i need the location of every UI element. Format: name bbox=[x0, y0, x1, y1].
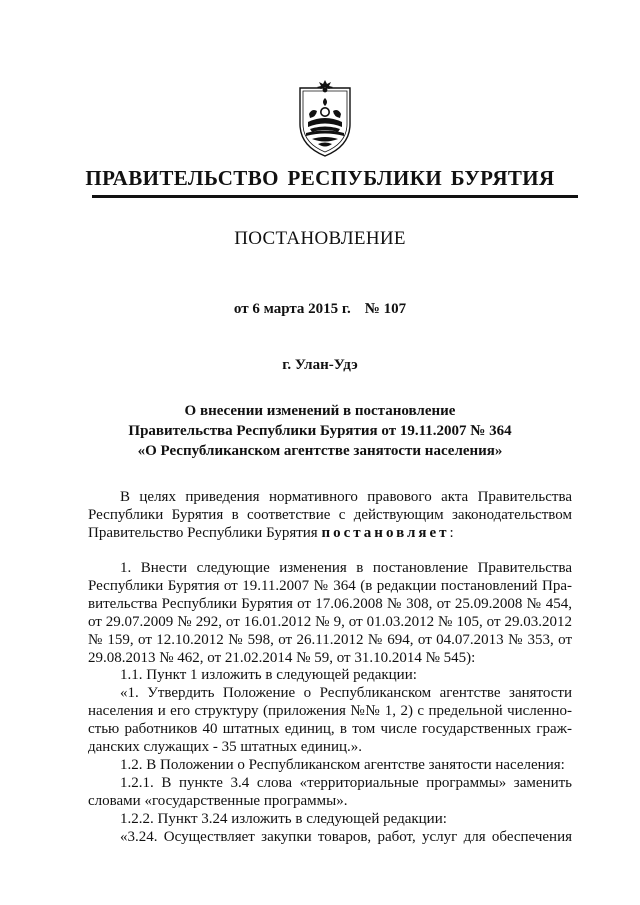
header-rule bbox=[92, 195, 578, 198]
date-number-line bbox=[0, 301, 640, 318]
text-line: В целях приведения нормативного правового акта Правительства bbox=[120, 489, 572, 505]
text-fragment: : bbox=[449, 524, 454, 541]
text-line: словами «государственные программы». bbox=[88, 792, 348, 809]
text-line bbox=[88, 525, 572, 543]
text-line: 29.08.2013 № 462, от 21.02.2014 № 59, от 31.10.2014 № 545): bbox=[88, 649, 476, 666]
preamble-paragraph bbox=[88, 489, 572, 543]
text-line: 1.2. В Положении о Республиканском агентстве занятости населения: bbox=[120, 756, 565, 773]
document-number: № 107 bbox=[364, 301, 407, 317]
text-line: Республики Бурятия от 19.11.2007 № 364 (в редакции постановлений Пра- bbox=[88, 577, 572, 594]
document-date: от 6 марта 2015 г. bbox=[233, 301, 351, 317]
text-line: населения и его структуру (приложения №№ 1, 2) с предельной численно- bbox=[88, 703, 572, 720]
document-subject bbox=[0, 401, 640, 461]
text-line: № 159, от 12.10.2012 № 598, от 26.11.2012 № 694, от 04.07.2013 № 353, от bbox=[88, 631, 572, 648]
text-fragment: Правительство Республики Бурятия bbox=[88, 524, 322, 541]
subject-line: Правительства Республики Бурятия от 19.11.2007 № 364 bbox=[128, 423, 512, 439]
text-line: «3.24. Осуществляет закупки товаров, работ, услуг для обеспечения bbox=[120, 828, 572, 845]
subject-line: О внесении изменений в постановление bbox=[184, 403, 456, 419]
document-city: г. Улан-Удэ bbox=[282, 357, 358, 373]
decree-body bbox=[88, 560, 572, 847]
text-line: Республики Бурятия в соответствие с действующим законодательством bbox=[88, 506, 572, 523]
text-line: «1. Утвердить Положение о Республиканском агентстве занятости bbox=[120, 685, 572, 702]
decree-keyword: постановляет bbox=[321, 524, 450, 541]
subject-line: «О Республиканском агентстве занятости населения» bbox=[137, 443, 503, 459]
text-line: 1.2.1. В пункте 3.4 слова «территориальные программы» заменить bbox=[120, 774, 572, 791]
text-line: данских служащих - 35 штатных единиц.». bbox=[88, 739, 362, 756]
text-line: вительства Республики Бурятия от 17.06.2008 № 308, от 25.09.2008 № 454, bbox=[88, 595, 572, 612]
organization-title: ПРАВИТЕЛЬСТВО РЕСПУБЛИКИ БУРЯТИЯ bbox=[85, 166, 555, 190]
text-line: от 29.07.2009 № 292, от 16.01.2012 № 9, от 01.03.2012 № 105, от 29.03.2012 bbox=[88, 613, 572, 630]
text-line: стью работников 40 штатных единиц, в том числе государственных граж- bbox=[88, 721, 572, 738]
text-line: 1.2.2. Пункт 3.24 изложить в следующей редакции: bbox=[120, 810, 447, 827]
text-line: 1. Внести следующие изменения в постановление Правительства bbox=[120, 560, 572, 576]
coat-of-arms-icon bbox=[294, 78, 356, 160]
document-type: ПОСТАНОВЛЕНИЕ bbox=[234, 228, 406, 249]
text-line: 1.1. Пункт 1 изложить в следующей редакции: bbox=[120, 667, 417, 684]
